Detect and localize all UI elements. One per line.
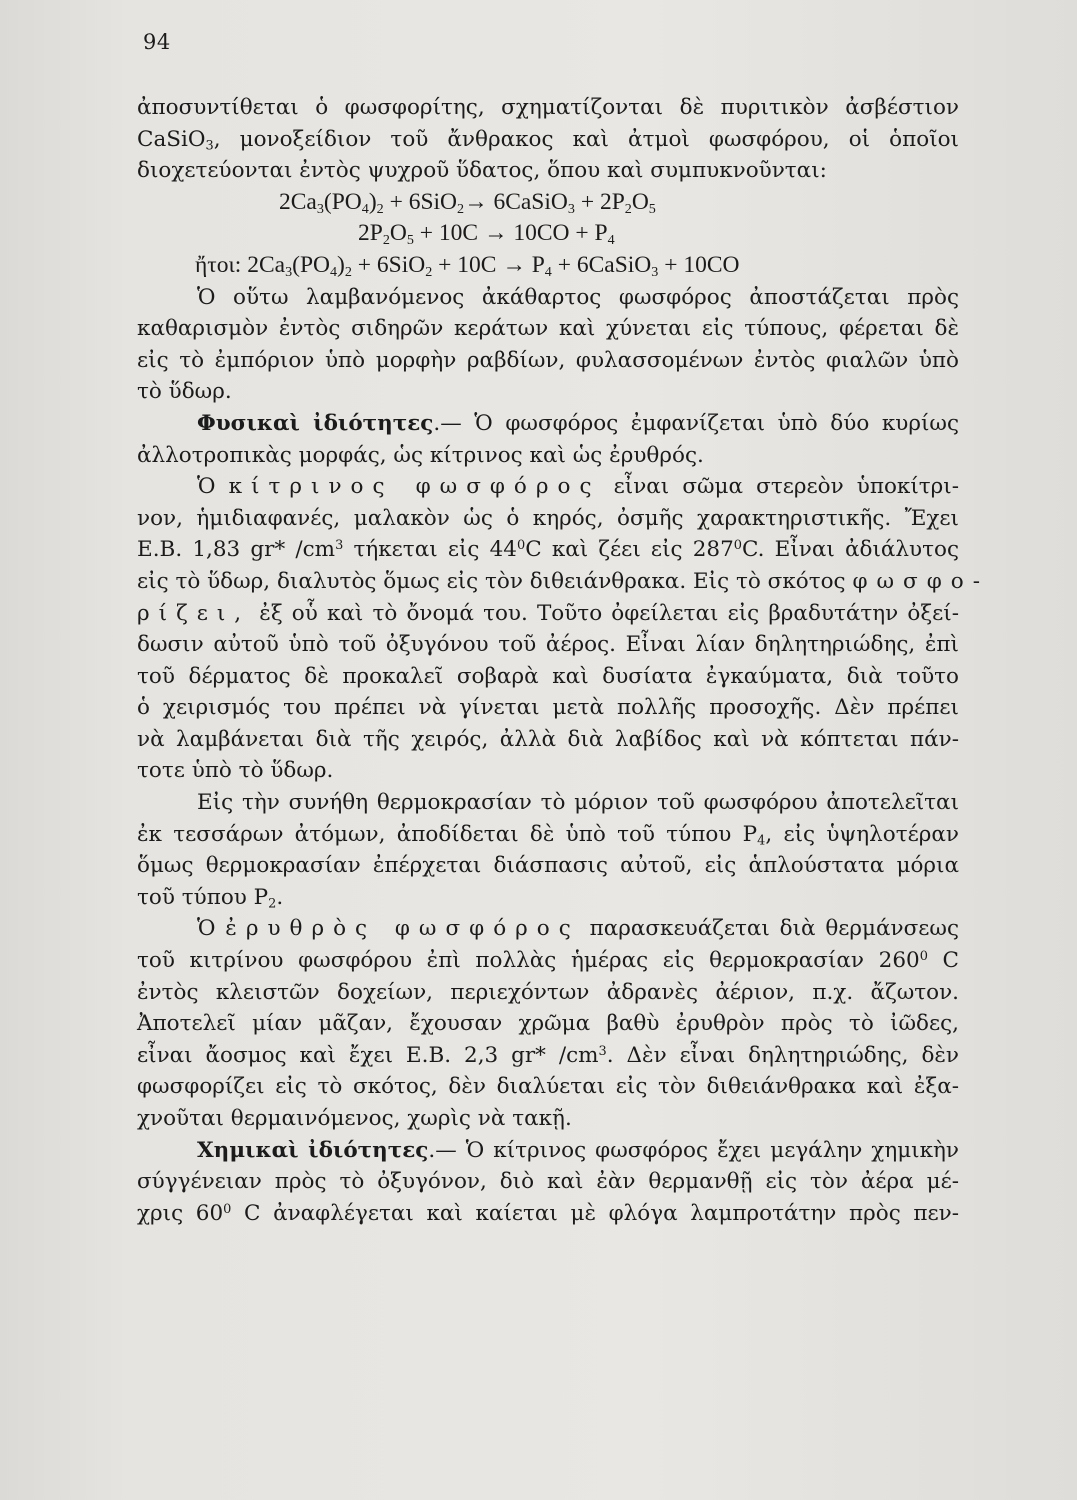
text-line: εἰς τὸ ὕδωρ, διαλυτὸς ὅμως εἰς τὸν διθειάνθρακα. Εἰς τὸ σκότος φωσφο- xyxy=(137,568,989,594)
spaced-term: κίτρινος φωσφόρος xyxy=(228,474,601,500)
spaced-term: φωσφο- xyxy=(852,568,989,594)
text-line: σύγγένειαν πρὸς τὸ ὀξυγόνον, διὸ καὶ ἐὰν θερμανθῇ εἰς τὸν ἀέρα μέ- xyxy=(137,1169,959,1195)
text-line: δωσιν αὐτοῦ ὑπὸ τοῦ ὀξυγόνου τοῦ ἀέρος. Εἶναι λίαν δηλητηριώδης, ἐπὶ xyxy=(137,632,959,658)
section-heading: Χημικαὶ ἰδιότητες xyxy=(197,1137,429,1163)
text-line: τὸ ὕδωρ. xyxy=(137,379,232,405)
spaced-term: ρίζει, xyxy=(137,600,251,626)
text-line: τοτε ὑπὸ τὸ ὕδωρ. xyxy=(137,758,334,784)
equation-line: $2P_2O_5 + 10C \to 10CO + P_4$ xyxy=(358,220,615,249)
text-line: εἶναι ἄοσμος καὶ ἔχει Ε.Β. 2,3 gr* $/cm^3$. Δὲν εἶναι δηλητηριώδης, δὲν xyxy=(137,1042,959,1068)
text-line: Εἰς τὴν συνήθη θερμοκρασίαν τὸ μόριον τοῦ φωσφόρου ἀποτελεῖται xyxy=(197,790,959,816)
body-text xyxy=(137,92,989,1229)
text-line: Ὁ ἐρυθρὸς φωσφόρος παρασκευάζεται διὰ θερμάνσεως xyxy=(197,916,959,942)
text-line: ἐκ τεσσάρων ἀτόμων, ἀποδίδεται δὲ ὑπὸ τοῦ τύπου $P_4$, εἰς ὑψηλοτέραν xyxy=(137,821,959,849)
text-line: Ε.Β. 1,83 gr* $/cm^3$ τήκεται εἰς $44^0C$ καὶ ζέει εἰς $287^0C$. Εἶναι ἀδιάλυτος xyxy=(137,537,960,563)
text-line: Ὁ κίτρινος φωσφόρος εἶναι σῶμα στερεὸν ὑποκίτρι- xyxy=(197,474,959,500)
text-line: ρίζει, ἐξ οὗ καὶ τὸ ὄνομά του. Τοῦτο ὀφείλεται εἰς βραδυτάτην ὀξεί- xyxy=(137,600,959,626)
equation-line: $2Ca_3(PO_4)_2 + 6SiO_2\to$ 6CaSiO$_3$ + $2P_2O_5$ xyxy=(279,188,656,217)
equation-line: ἤτοι: $2Ca_3(PO_4)_2 + 6SiO_2 + 10C \to P_4$ + 6CaSiO$_3$ + 10CO xyxy=(195,251,740,280)
section-heading: Φυσικαὶ ἰδιότητες xyxy=(197,410,434,436)
text-line: Χημικαὶ ἰδιότητες.— Ὁ κίτρινος φωσφόρος ἔχει μεγάλην χημικὴν xyxy=(197,1137,959,1163)
text-line: νὰ λαμβάνεται διὰ τῆς χειρός, ἀλλὰ διὰ λαβίδος καὶ νὰ κόπτεται πάν- xyxy=(137,726,959,752)
text-line: καθαρισμὸν ἐντὸς σιδηρῶν κεράτων καὶ χύνεται εἰς τύπους, φέρεται δὲ xyxy=(137,316,959,342)
text-line: νον, ἡμιδιαφανές, μαλακὸν ὡς ὁ κηρός, ὀσμῆς χαρακτηριστικῆς. Ἔχει xyxy=(137,505,959,531)
text-line: χνοῦται θερμαινόμενος, χωρὶς νὰ τακῇ. xyxy=(137,1106,572,1131)
spaced-term: ἐρυθρὸς φωσφόρος xyxy=(225,916,580,942)
text-line: τοῦ κιτρίνου φωσφόρου ἐπὶ πολλὰς ἡμέρας εἰς θερμοκρασίαν $260^0$ C xyxy=(137,948,959,974)
text-line: Φυσικαὶ ἰδιότητες.— Ὁ φωσφόρος ἐμφανίζεται ὑπὸ δύο κυρίως xyxy=(197,410,959,436)
text-line: ἀποσυντίθεται ὁ φωσφορίτης, σχηματίζονται δὲ πυριτικὸν ἀσβέστιον xyxy=(137,95,959,120)
text-line: εἰς τὸ ἐμπόριον ὑπὸ μορφὴν ραβδίων, φυλασσομένων ἐντὸς φιαλῶν ὑπὸ xyxy=(137,347,959,373)
page-number: 94 xyxy=(143,30,171,54)
text-line: φωσφορίζει εἰς τὸ σκότος, δὲν διαλύεται εἰς τὸν διθειάνθρακα καὶ ἐξα- xyxy=(137,1074,959,1100)
text-line: ὁ χειρισμός του πρέπει νὰ γίνεται μετὰ πολλῆς προσοχῆς. Δὲν πρέπει xyxy=(137,695,959,721)
text-line: CaSiO$_3$, μονοξείδιον τοῦ ἄνθρακος καὶ ἀτμοὶ φωσφόρου, οἱ ὁποῖοι xyxy=(137,126,959,154)
text-line: ἐντὸς κλειστῶν δοχείων, περιεχόντων ἀδρανὲς ἀέριον, π.χ. ἄζωτον. xyxy=(137,979,959,1005)
text-line: Ἀποτελεῖ μίαν μᾶζαν, ἔχουσαν χρῶμα βαθὺ ἐρυθρὸν πρὸς τὸ ἰῶδες, xyxy=(137,1011,959,1037)
text-line: ἀλλοτροπικὰς μορφάς, ὡς κίτρινος καὶ ὡς ἐρυθρός. xyxy=(137,442,704,468)
text-line: διοχετεύονται ἐντὸς ψυχροῦ ὕδατος, ὅπου καὶ συμπυκνοῦνται: xyxy=(137,158,827,184)
text-line: τοῦ τύπου $P_2$. xyxy=(137,884,284,912)
text-line: χρις $60^0$ C ἀναφλέγεται καὶ καίεται μὲ φλόγα λαμπροτάτην πρὸς πεν- xyxy=(137,1200,959,1226)
text-line: τοῦ δέρματος δὲ προκαλεῖ σοβαρὰ καὶ δυσίατα ἐγκαύματα, διὰ τοῦτο xyxy=(137,663,959,689)
text-line: Ὁ οὕτω λαμβανόμενος ἀκάθαρτος φωσφόρος ἀποστάζεται πρὸς xyxy=(197,284,959,310)
text-line: ὅμως θερμοκρασίαν ἐπέρχεται διάσπασις αὐτοῦ, εἰς ἁπλούστατα μόρια xyxy=(137,853,959,879)
